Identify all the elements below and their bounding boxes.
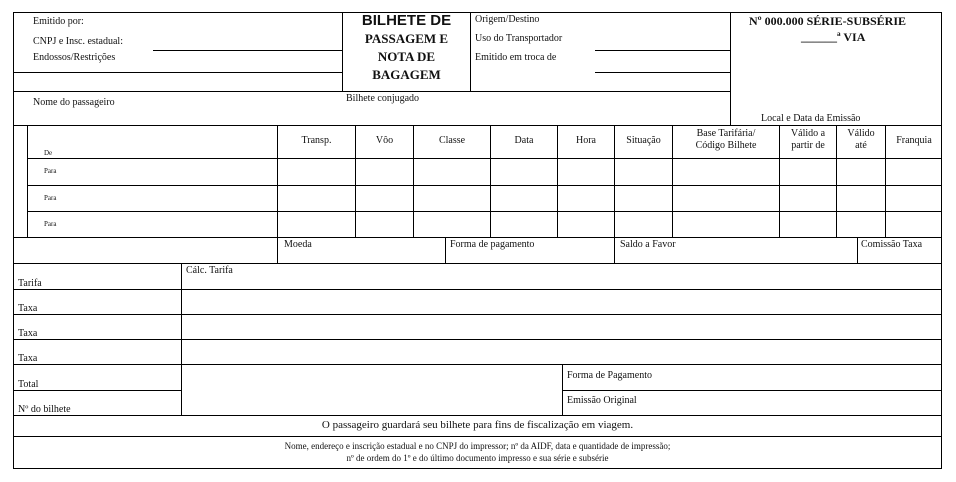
title-line: BILHETE DE xyxy=(361,12,452,29)
col-classe: Classe xyxy=(438,135,466,146)
emitido-por-label: Emitido por: xyxy=(33,16,84,27)
moeda-label: Moeda xyxy=(284,239,312,250)
cnpj-label: CNPJ e Insc. estadual: xyxy=(33,36,123,47)
origem-destino-label: Origem/Destino xyxy=(475,14,540,25)
title-line: BAGAGEM xyxy=(372,67,441,82)
col-voo: Vôo xyxy=(375,135,394,146)
col-valido-ate: Válido até xyxy=(847,128,875,151)
local-data-emissao-label: Local e Data da Emissão xyxy=(761,113,861,124)
col-data: Data xyxy=(514,135,534,146)
col-hora: Hora xyxy=(576,135,596,146)
total-label: Total xyxy=(18,379,39,390)
calc-tarifa-label: Cálc. Tarifa xyxy=(186,265,233,276)
taxa-label: Taxa xyxy=(18,328,38,339)
col-valido-partir: Válido a partir de xyxy=(790,128,826,151)
forma-pagamento-label: Forma de pagamento xyxy=(450,239,535,250)
row-para-label: Para xyxy=(44,167,57,175)
col-transp: Transp. xyxy=(301,135,332,146)
col-base-tarifaria: Base Tarifária/ Código Bilhete xyxy=(695,128,757,151)
title-line: PASSAGEM E xyxy=(364,31,449,46)
numero-serie: Nº 000.000 SÉRIE-SUBSÉRIE xyxy=(749,14,907,28)
notice-text: O passageiro guardará seu bilhete para fins de fiscalização em viagem. xyxy=(321,419,634,431)
saldo-favor-label: Saldo a Favor xyxy=(620,239,676,250)
nome-passageiro-label: Nome do passageiro xyxy=(33,97,115,108)
col-franquia: Franquia xyxy=(896,135,932,146)
document-title xyxy=(343,12,470,84)
emissao-original-label: Emissão Original xyxy=(567,395,637,406)
bilhete-conjugado-label: Bilhete conjugado xyxy=(346,93,420,104)
col-situacao: Situação xyxy=(626,135,661,146)
tarifa-label: Tarifa xyxy=(18,278,42,289)
row-de-label: De xyxy=(44,149,53,157)
endossos-label: Endossos/Restrições xyxy=(33,52,116,63)
via-label: ______ª VIA xyxy=(801,30,866,44)
numero-bilhete-label: Nº do bilhete xyxy=(18,404,71,415)
printer-info-line: Nome, endereço e inscrição estadual e no CNPJ do impressor; nº da AIDF, data e quantidade de impressão; xyxy=(284,441,671,451)
taxa-label: Taxa xyxy=(18,303,38,314)
comissao-taxa-label: Comissão Taxa xyxy=(861,239,923,250)
emitido-troca-label: Emitido em troca de xyxy=(475,52,557,63)
row-para-label: Para xyxy=(44,220,57,228)
forma-pagamento-label: Forma de Pagamento xyxy=(567,370,652,381)
taxa-label: Taxa xyxy=(18,353,38,364)
uso-transportador-label: Uso do Transportador xyxy=(475,33,563,44)
row-para-label: Para xyxy=(44,194,57,202)
printer-info-line: nº de ordem do 1º e do último documento impresso e sua série e subsérie xyxy=(346,453,609,463)
title-line: NOTA DE xyxy=(377,49,436,64)
